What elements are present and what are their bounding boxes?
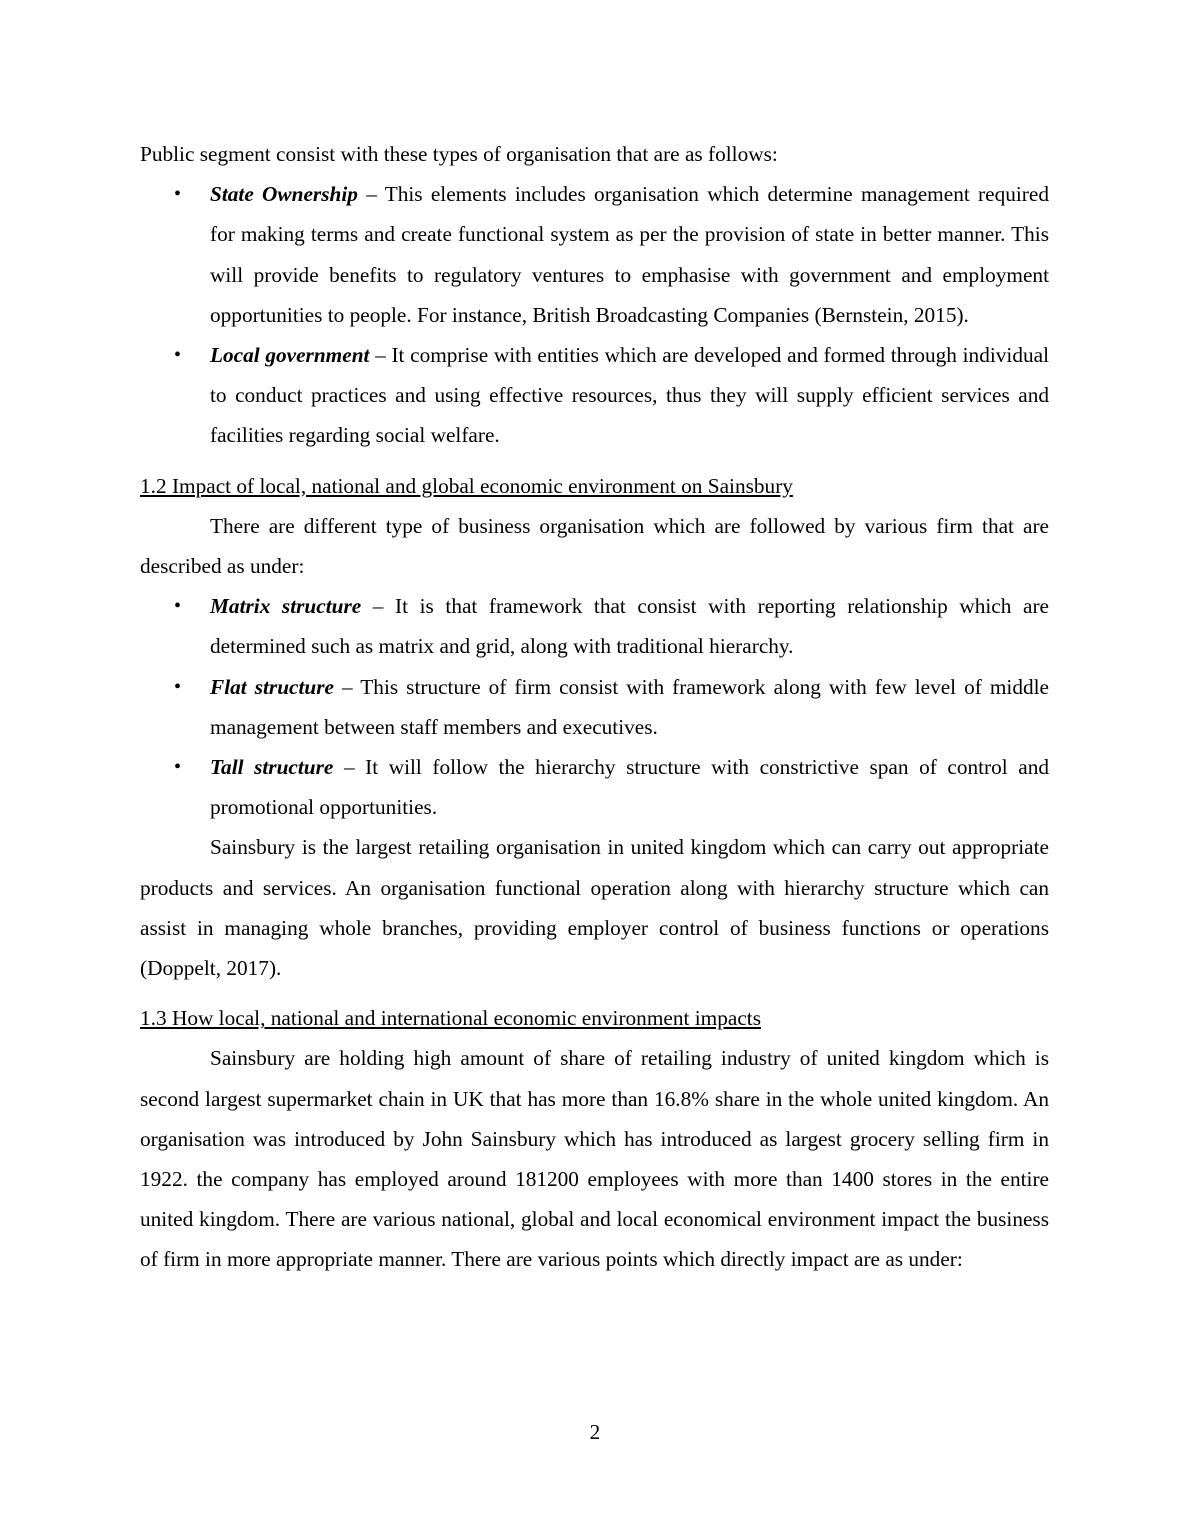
bullet-icon: • [174,675,182,698]
bullet-text: – It is that framework that consist with reporting relationship which are determined such as matrix and grid, along with traditional hierarchy. [210,594,1049,659]
bullet-icon: • [174,595,182,618]
bullet-term: Local government [210,343,370,368]
section-heading-1-3: 1.3 How local, national and international economic environment impacts [140,1006,761,1031]
intro-paragraph: Public segment consist with these types of organisation that are as follows: [140,142,778,166]
list-item [140,586,1049,666]
bullet-text: – It will follow the hierarchy structure with constrictive span of control and promotional opportunities. [210,755,1049,820]
bullet-text: – This elements includes organisation which determine management required for making terms and create functional system as per the provision of state in better manner. This will provide benefits to regulatory ventures to emphasise with government and employment opportunities to people. For instance, British Broadcasting Companies (Bernstein, 2015). [210,182,1049,327]
section-1-2-paragraph-2: Sainsbury is the largest retailing organisation in united kingdom which can carry out appropriate products and services. An organisation functional operation along with hierarchy structure which can assist in managing whole branches, providing employer control of business functions or operations (Doppelt, 2017). [140,835,1049,981]
section-heading-1-2: 1.2 Impact of local, national and global economic environment on Sainsbury [140,473,793,498]
bullet-icon: • [174,344,182,367]
bullet-text: – This structure of firm consist with framework along with few level of middle management between staff members and executives. [210,674,1049,739]
structure-list [140,586,1049,827]
bullet-text: – It comprise with entities which are developed and formed through individual to conduct practices and using effective resources, thus they will supply efficient services and facilities regarding social welfare. [210,343,1049,448]
bullet-term: Flat structure [210,674,334,699]
bullet-icon: • [174,183,182,206]
section-1-3-paragraph-1: Sainsbury are holding high amount of share of retailing industry of united kingdom which is second largest supermarket chain in UK that has more than 16.8% share in the whole united kingdom. An organisation was introduced by John Sainsbury which has introduced as largest grocery selling firm in 1922. the company has employed around 181200 employees with more than 1400 stores in the entire united kingdom. There are various national, global and local economical environment impact the business of firm in more appropriate manner. There are various points which directly impact are as under: [140,1046,1049,1272]
public-segment-list [140,174,1049,455]
page-number: 2 [589,1420,601,1444]
bullet-icon: • [174,756,182,779]
bullet-term: Matrix structure [210,594,362,619]
document-body [140,134,1049,1280]
section-1-2-paragraph-1: There are different type of business organisation which are followed by various firm that are described as under: [140,513,1049,579]
bullet-term: Tall structure [210,755,334,780]
list-item [140,747,1049,827]
bullet-term: State Ownership [210,182,358,207]
list-item [140,335,1049,456]
list-item [140,174,1049,335]
list-item [140,667,1049,747]
